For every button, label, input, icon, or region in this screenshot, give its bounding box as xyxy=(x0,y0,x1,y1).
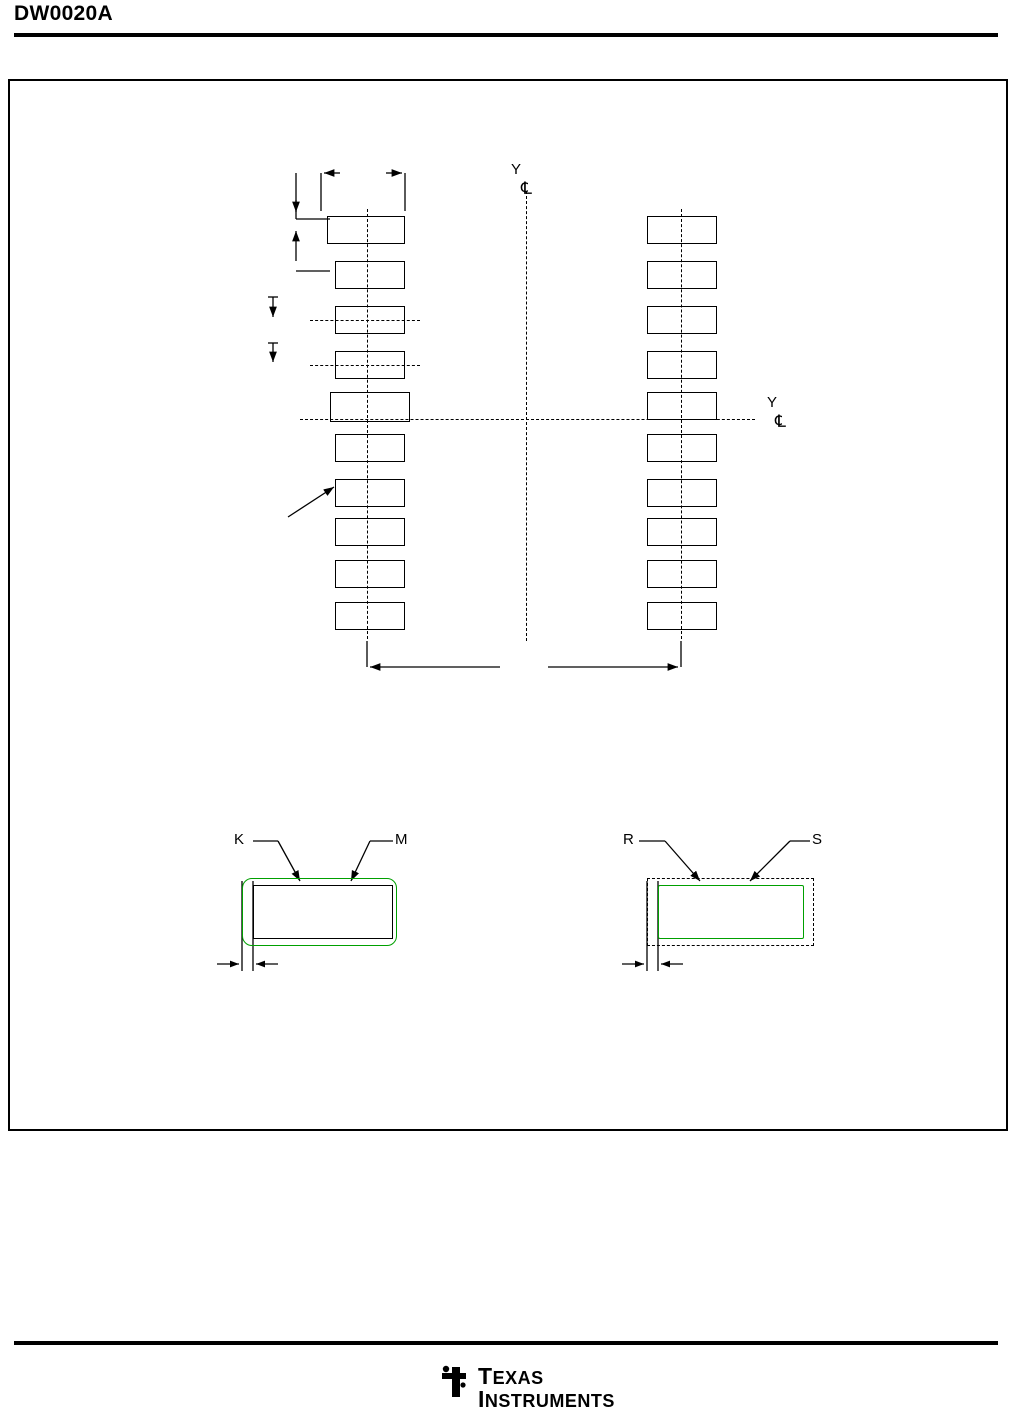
dim-pad-height xyxy=(296,200,330,219)
ti-logo-mark xyxy=(440,1365,468,1399)
centerline-symbol-top: ℄ xyxy=(521,179,532,198)
detail-left-label-K: K xyxy=(234,831,245,848)
ti-logo-line2 xyxy=(478,1386,615,1413)
ti-logo-line2-rest: NSTRUMENTS xyxy=(484,1391,615,1411)
dim-pad-width-top xyxy=(296,173,405,219)
footer-divider xyxy=(14,1341,998,1345)
centerline-label-right: Y xyxy=(767,394,778,411)
centerline-symbol-right: ℄ xyxy=(775,412,786,431)
dim-row3 xyxy=(268,297,278,317)
centerline-label-top: Y xyxy=(511,161,522,178)
drawing-frame xyxy=(8,79,1008,1131)
detail-left-label-M: M xyxy=(395,831,408,848)
detail-right-label-R: R xyxy=(623,831,634,848)
leader-M xyxy=(351,841,393,881)
ti-logo xyxy=(424,1363,654,1411)
leader-S xyxy=(750,841,810,881)
leader-R xyxy=(639,841,700,881)
ti-logo-line1-rest: EXAS xyxy=(492,1368,544,1388)
detail-left-pad xyxy=(253,885,393,939)
leader-to-pad xyxy=(288,487,334,517)
page-title: DW0020A xyxy=(14,2,113,25)
leader-K xyxy=(253,841,300,881)
dim-pad-pitch xyxy=(296,231,330,271)
ti-logo-line1-first: T xyxy=(478,1363,493,1389)
dim-row4 xyxy=(268,343,278,362)
detail-right-label-S: S xyxy=(812,831,823,848)
dim-column-span xyxy=(367,641,681,667)
detail-right-pad-green xyxy=(658,885,804,939)
header-divider xyxy=(14,33,998,37)
dimension-overlay xyxy=(10,81,1010,1133)
ti-logo-line2-first: I xyxy=(478,1386,485,1412)
